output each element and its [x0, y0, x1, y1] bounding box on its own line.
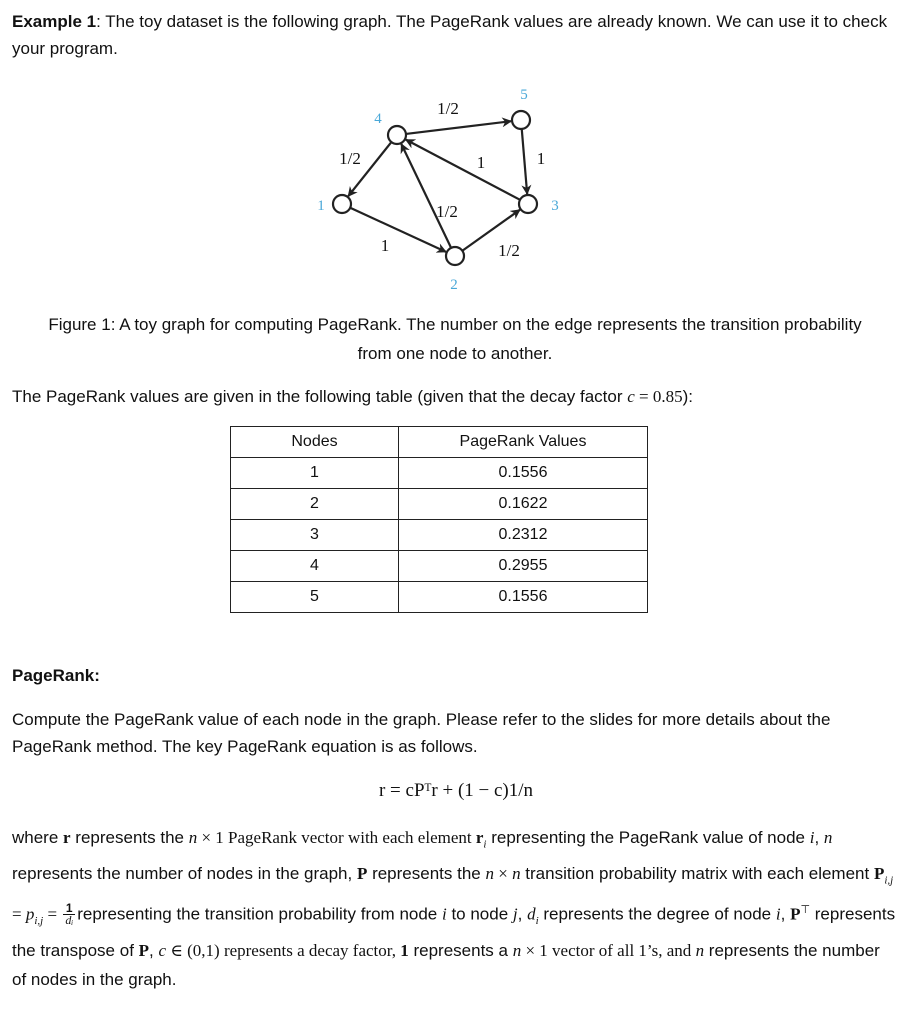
edge-label-1-2: 1 [380, 236, 390, 255]
edge-1-2 [350, 208, 446, 252]
table-header-row [231, 427, 648, 458]
table-row [231, 551, 648, 582]
edge-label-4-5: 1/2 [437, 99, 459, 118]
intro-text: : The toy dataset is the following graph. The PageRank values are already known. We can use it to check your program. [12, 12, 888, 58]
node-cell: 3 [231, 520, 399, 551]
table-intro-text: The PageRank values are given in the following table (given that the decay factor [12, 387, 628, 406]
intro-paragraph [12, 8, 897, 62]
table-intro-end: ): [682, 387, 693, 406]
pagerank-table [230, 426, 648, 613]
table-row [231, 520, 648, 551]
node-label-1: 1 [317, 198, 325, 214]
node-3 [519, 195, 537, 213]
edge-label-5-3: 1 [536, 149, 546, 168]
node-4 [388, 126, 406, 144]
table-row [231, 458, 648, 489]
node-label-3: 3 [551, 198, 559, 214]
node-label-5: 5 [520, 87, 528, 103]
node-cell: 4 [231, 551, 399, 582]
node-cell: 1 [231, 458, 399, 489]
node-label-4: 4 [374, 111, 382, 127]
edge-label-2-3: 1/2 [498, 241, 520, 260]
edge-5-3 [522, 129, 527, 194]
example-label: Example 1 [12, 12, 97, 31]
node-1 [333, 195, 351, 213]
decay-value: = 0.85 [634, 387, 683, 406]
header-nodes: Nodes [231, 427, 399, 458]
node-cell: 5 [231, 582, 399, 613]
value-cell: 0.1556 [399, 582, 648, 613]
pagerank-graph [300, 80, 600, 300]
node-5 [512, 111, 530, 129]
table-row [231, 489, 648, 520]
table-row [231, 582, 648, 613]
value-cell: 0.2312 [399, 520, 648, 551]
edge-4-5 [406, 121, 511, 134]
value-cell: 0.1556 [399, 458, 648, 489]
pagerank-equation: r = cPᵀr + (1 − c)1/n [378, 780, 534, 801]
edge-label-3-4: 1 [476, 153, 486, 172]
node-2 [446, 247, 464, 265]
edge-label-4-1: 1/2 [339, 149, 361, 168]
header-values: PageRank Values [399, 427, 648, 458]
value-cell: 0.2955 [399, 551, 648, 582]
figure-caption: Figure 1: A toy graph for computing PageRank. The number on the edge represents the transition probability from one node to another. [48, 315, 862, 363]
graph-edges [348, 121, 527, 252]
table-intro [12, 383, 897, 410]
edge-label-2-4: 1/2 [436, 202, 458, 221]
pagerank-heading: PageRank: [12, 666, 100, 685]
decay-var: c [627, 387, 635, 406]
value-cell: 0.1622 [399, 489, 648, 520]
pagerank-description: Compute the PageRank value of each node in the graph. Please refer to the slides for more details about the PageRank method. The key PageRank equation is as follows. [12, 710, 831, 756]
node-label-2: 2 [450, 277, 458, 293]
fraction: $\frac{1}{\text{dᵢ}}$ [65, 901, 74, 928]
node-cell: 2 [231, 489, 399, 520]
definitions-paragraph: where r represents the n × 1 PageRank vector with each element $r_i$ representing the PageRank value of node i, n represents the number of nodes in the graph, P represents the n × n transition probability matrix with each element $P_{i,j} = p_{i,j}$ = $\frac{1}{\text{dᵢ}}$ representing the transition probability from node i to node j, $d_i$ represents the degree of node i, P⊤ represents the transpose of P, c ∈ (0,1) represents a decay factor, 1 represents a n × 1 vector of all 1’s, and n represents the number of nodes in the graph. [12, 828, 896, 989]
